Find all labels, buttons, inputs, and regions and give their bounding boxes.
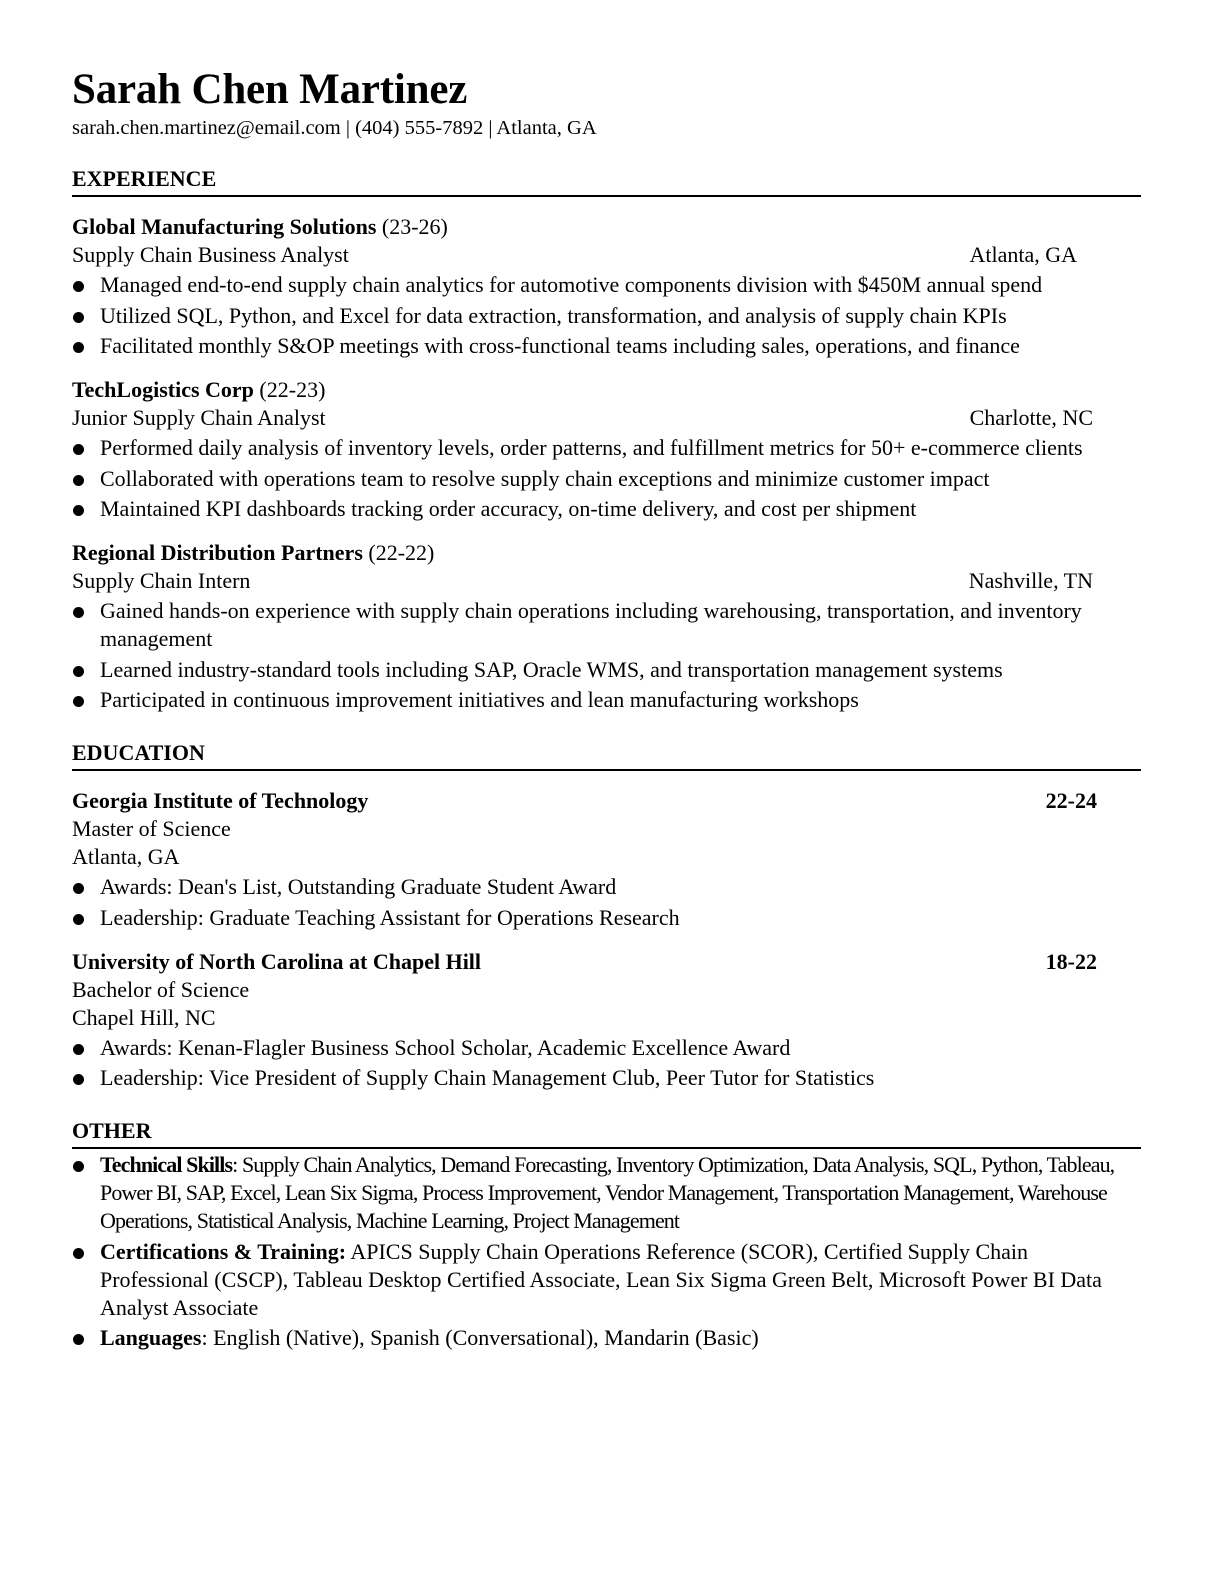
other-item-certifications: [72, 1238, 1141, 1322]
bullet-text: Gained hands-on experience with supply chain operations including warehousing, transportation, and inventory management: [100, 598, 1082, 651]
bullet-text: Leadership: Graduate Teaching Assistant for Operations Research: [100, 904, 680, 930]
bullet-text: Collaborated with operations team to resolve supply chain exceptions and minimize customer impact: [100, 465, 990, 491]
job-heading: [72, 213, 1141, 241]
bullet-text: Awards: Dean's List, Outstanding Graduate Student Award: [100, 874, 617, 899]
bullet-icon: [73, 696, 84, 707]
bullet-item: [72, 656, 1141, 684]
job-entry: [72, 376, 1141, 523]
bullet-item: [72, 332, 1141, 360]
job-location: Atlanta, GA: [969, 242, 1077, 267]
company-name: Global Manufacturing Solutions: [72, 214, 377, 239]
bullet-icon: [73, 1044, 84, 1055]
other-item-text: English (Native), Spanish (Conversational), Mandarin (Basic): [207, 1325, 759, 1350]
bullet-item: [72, 686, 1141, 714]
bullet-icon: [73, 1334, 84, 1345]
company-name: Regional Distribution Partners: [72, 540, 363, 565]
job-location: Nashville, TN: [968, 568, 1093, 593]
job-bullets: [72, 434, 1141, 523]
bullet-text: Managed end-to-end supply chain analytics for automotive components division with $450M annual spend: [100, 272, 1043, 297]
bullet-item: [72, 271, 1141, 299]
job-dates: (22-22): [368, 540, 435, 565]
job-location: Charlotte, NC: [969, 405, 1093, 430]
bullet-text: Performed daily analysis of inventory levels, order patterns, and fulfillment metrics for 50+ e-commerce clients: [100, 435, 1083, 460]
bullet-icon: [73, 1161, 84, 1172]
bullet-icon: [73, 342, 84, 353]
bullet-icon: [73, 505, 84, 516]
degree: Master of Science: [72, 816, 231, 841]
bullet-icon: [73, 1248, 84, 1259]
job-entry: [72, 213, 1141, 360]
degree: Bachelor of Science: [72, 976, 250, 1002]
job-heading: [72, 539, 1141, 567]
bullet-icon: [73, 666, 84, 677]
bullet-icon: [73, 475, 84, 486]
job-role: Junior Supply Chain Analyst: [72, 405, 326, 430]
bullet-item: [72, 465, 1141, 493]
education-entry: [72, 787, 1141, 932]
resume-page: [72, 64, 1141, 1355]
bullet-item: [72, 434, 1141, 462]
bullet-text: Learned industry-standard tools including SAP, Oracle WMS, and transportation management systems: [100, 656, 1003, 682]
bullet-item: [72, 302, 1141, 330]
job-dates: (23-26): [381, 214, 448, 239]
bullet-icon: [73, 444, 84, 455]
school-heading: [72, 787, 1141, 815]
education-bullets: [72, 1034, 1141, 1093]
bullet-icon: [73, 312, 84, 323]
bullet-icon: [73, 281, 84, 292]
job-dates: (22-23): [259, 377, 326, 402]
bullet-text: Participated in continuous improvement initiatives and lean manufacturing workshops: [100, 687, 859, 712]
contact-line: sarah.chen.martinez@email.com | (404) 555-7892 | Atlanta, GA: [72, 117, 597, 139]
school-dates: 22-24: [1045, 788, 1097, 813]
school-location: Atlanta, GA: [72, 844, 180, 869]
candidate-name: Sarah Chen Martinez: [72, 66, 468, 113]
bullet-item: [72, 495, 1141, 523]
bullet-text: Awards: Kenan-Flagler Business School Scholar, Academic Excellence Award: [100, 1034, 791, 1060]
job-heading: [72, 376, 1141, 404]
school-heading: [72, 948, 1141, 976]
section-title-other: OTHER: [72, 1118, 1141, 1149]
bullet-text: Utilized SQL, Python, and Excel for data extraction, transformation, and analysis of supply chain KPIs: [100, 302, 1007, 328]
job-role: Supply Chain Business Analyst: [72, 242, 349, 267]
other-item-languages: [72, 1324, 1141, 1352]
company-name: TechLogistics Corp: [72, 377, 254, 402]
job-entry: [72, 539, 1141, 714]
other-item-text: Supply Chain Analytics, Demand Forecasting, Inventory Optimization, Data Analysis, SQL, Python, Tableau, Power BI, SAP, Excel, Lean Six Sigma, Process Improvement, Vendor Management, Transportation Management, Warehouse Operations, Statistical Analysis, Machine Learning, Project Management: [100, 1152, 1115, 1233]
bullet-text: Maintained KPI dashboards tracking order accuracy, on-time delivery, and cost per shipment: [100, 496, 917, 521]
other-item-text: APICS Supply Chain Operations Reference (SCOR), Certified Supply Chain Professional (CSCP), Tableau Desktop Certified Associate, Lean Six Sigma Green Belt, Microsoft Power BI Data Analyst Associate: [100, 1238, 1102, 1320]
bullet-icon: [73, 1074, 84, 1085]
other-item-sep: :: [201, 1325, 208, 1350]
school-name: Georgia Institute of Technology: [72, 788, 369, 813]
other-item-sep: :: [232, 1152, 238, 1177]
bullet-item: [72, 597, 1141, 653]
school-name: University of North Carolina at Chapel Hill: [72, 948, 482, 974]
job-role-row: [72, 567, 1141, 595]
section-title-education: EDUCATION: [72, 740, 1141, 771]
school-location: Chapel Hill, NC: [72, 1004, 216, 1030]
education-bullets: [72, 873, 1141, 932]
bullet-item: [72, 904, 1141, 932]
bullet-icon: [73, 883, 84, 894]
job-role: Supply Chain Intern: [72, 568, 251, 593]
bullet-icon: [73, 607, 84, 618]
section-title-experience: EXPERIENCE: [72, 166, 1141, 197]
other-item-label: Technical Skills: [100, 1152, 233, 1177]
other-list: [72, 1151, 1141, 1352]
other-item-technical-skills: [72, 1151, 1141, 1235]
other-item-label: Languages: [100, 1325, 202, 1350]
bullet-item: [72, 1064, 1141, 1092]
bullet-item: [72, 873, 1141, 901]
bullet-item: [72, 1034, 1141, 1062]
other-item-label: Certifications & Training:: [100, 1238, 347, 1264]
job-bullets: [72, 597, 1141, 714]
school-dates: 18-22: [1045, 948, 1097, 974]
job-role-row: [72, 241, 1141, 269]
job-bullets: [72, 271, 1141, 360]
education-entry: [72, 948, 1141, 1093]
job-role-row: [72, 404, 1141, 432]
bullet-icon: [73, 914, 84, 925]
bullet-text: Facilitated monthly S&OP meetings with cross-functional teams including sales, operations, and finance: [100, 333, 1020, 358]
bullet-text: Leadership: Vice President of Supply Chain Management Club, Peer Tutor for Statistics: [100, 1065, 875, 1090]
